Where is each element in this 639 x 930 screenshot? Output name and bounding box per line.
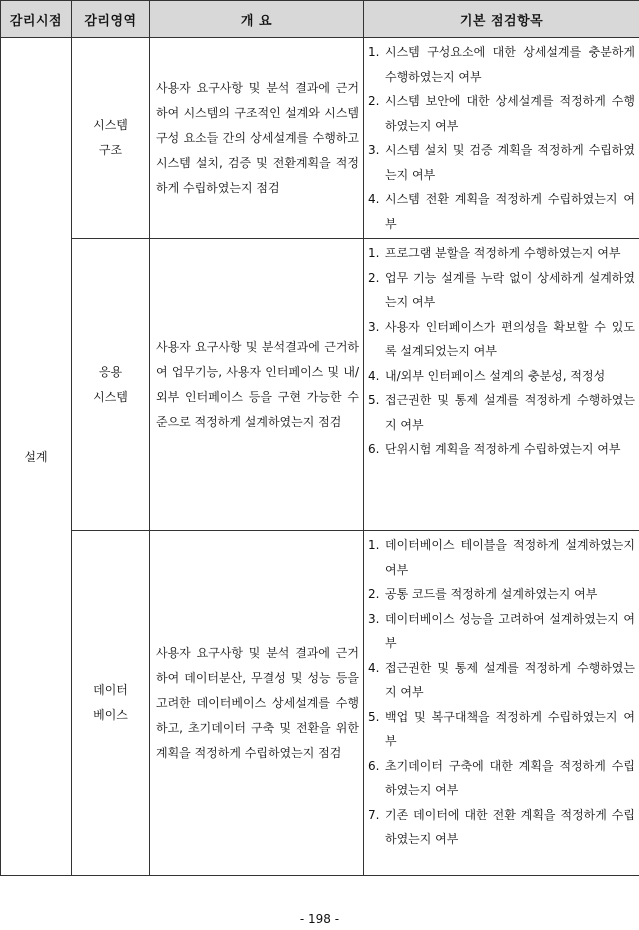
- item-text: 초기데이터 구축에 대한 계획을 적정하게 수립하였는지 여부: [385, 758, 635, 797]
- phase-cell: 설계: [1, 38, 72, 876]
- table-row: [1, 531, 639, 876]
- list-item: [366, 241, 635, 266]
- item-number: 2.: [368, 270, 380, 285]
- item-number: 5.: [368, 393, 380, 407]
- item-text: 데이터베이스 성능을 고려하여 설계하였는지 여부: [385, 611, 635, 650]
- list-item: [366, 364, 635, 389]
- item-text: 공통 코드를 적정하게 설계하였는지 여부: [385, 587, 598, 601]
- summary-cell: 사용자 요구사항 및 분석결과에 근거하여 업무기능, 사용자 인터페이스 및 내/외부 인터페이스 등을 구현 가능한 수준으로 적정하게 설계하였는지 점검: [150, 239, 364, 531]
- item-number: 1.: [368, 45, 380, 59]
- header-items: 기본 점검항목: [364, 1, 639, 38]
- items-cell: [364, 38, 639, 239]
- list-item: [366, 582, 635, 607]
- item-text: 접근권한 및 통제 설계를 적정하게 수행하였는지 여부: [385, 393, 635, 432]
- area-label-line: 응용: [98, 364, 123, 379]
- items-cell: [364, 531, 639, 876]
- header-phase: 감리시점: [1, 1, 72, 38]
- list-item: [366, 437, 635, 462]
- area-cell: [72, 239, 150, 531]
- item-text: 업무 기능 설계를 누락 없이 상세하게 설계하였는지 여부: [385, 270, 635, 309]
- area-label-line: 구조: [98, 143, 123, 157]
- list-item: [366, 607, 635, 656]
- item-number: 6.: [368, 442, 380, 456]
- table-row: [1, 239, 639, 531]
- page-number: - 198 -: [299, 912, 340, 926]
- area-label-line: 베이스: [93, 708, 128, 722]
- item-text: 데이터베이스 테이블을 적정하게 설계하였는지 여부: [385, 538, 635, 577]
- item-text: 백업 및 복구대책을 적정하게 수립하였는지 여부: [385, 709, 635, 748]
- item-number: 2.: [368, 587, 380, 601]
- list-item: [366, 89, 635, 138]
- item-text: 내/외부 인터페이스 설계의 충분성, 적정성: [385, 368, 606, 383]
- item-number: 7.: [368, 807, 380, 822]
- list-item: [366, 266, 635, 315]
- item-text: 시스템 보안에 대한 상세설계를 적정하게 수행하였는지 여부: [385, 94, 635, 133]
- area-label-line: 시스템: [93, 118, 128, 132]
- item-number: 5.: [368, 709, 380, 724]
- list-item: [366, 388, 635, 437]
- item-text: 사용자 인터페이스가 편의성을 확보할 수 있도록 설계되었는지 여부: [385, 319, 635, 358]
- item-number: 4.: [368, 660, 380, 675]
- header-row: [1, 1, 639, 38]
- list-item: [366, 40, 635, 89]
- item-number: 6.: [368, 758, 380, 773]
- item-number: 1.: [368, 538, 380, 552]
- list-item: [366, 533, 635, 582]
- summary-cell: 사용자 요구사항 및 분석 결과에 근거하여 시스템의 구조적인 설계와 시스템 구성 요소들 간의 상세설계를 수행하고 시스템 설치, 검증 및 전환계획을 적정하게 수립하였는지 점검: [150, 38, 364, 239]
- list-item: [366, 138, 635, 187]
- area-cell: [72, 531, 150, 876]
- item-number: 4.: [368, 368, 380, 383]
- items-cell: [364, 239, 639, 531]
- item-text: 접근권한 및 통제 설계를 적정하게 수행하였는지 여부: [385, 660, 635, 699]
- table-row: [1, 38, 639, 239]
- item-number: 3.: [368, 611, 380, 626]
- list-item: [366, 315, 635, 364]
- summary-cell: 사용자 요구사항 및 분석 결과에 근거하여 데이터분산, 무결성 및 성능 등을 고려한 데이터베이스 상세설계를 수행하고, 초기데이터 구축 및 전환을 위한 계획을 적정하게 수립하였는지 점검: [150, 531, 364, 876]
- item-text: 단위시험 계획을 적정하게 수립하였는지 여부: [385, 442, 621, 456]
- area-cell: [72, 38, 150, 239]
- area-label-line: 데이터: [93, 683, 128, 697]
- item-number: 4.: [368, 192, 380, 206]
- item-text: 시스템 전환 계획을 적정하게 수립하였는지 여부: [385, 192, 635, 231]
- header-area: 감리영역: [72, 1, 150, 38]
- header-summary: 개 요: [150, 1, 364, 38]
- item-number: 3.: [368, 143, 380, 157]
- item-text: 기존 데이터에 대한 전환 계획을 적정하게 수립하였는지 여부: [385, 807, 635, 846]
- list-item: [366, 803, 635, 852]
- item-text: 프로그램 분할을 적정하게 수행하였는지 여부: [385, 246, 621, 260]
- list-item: [366, 187, 635, 236]
- item-number: 1.: [368, 246, 380, 260]
- list-item: [366, 705, 635, 754]
- area-label-line: 시스템: [93, 389, 128, 404]
- item-text: 시스템 구성요소에 대한 상세설계를 충분하게 수행하였는지 여부: [385, 45, 635, 84]
- item-number: 2.: [368, 94, 380, 108]
- list-item: [366, 754, 635, 803]
- item-text: 시스템 설치 및 검증 계획을 적정하게 수립하였는지 여부: [385, 143, 635, 182]
- list-item: [366, 656, 635, 705]
- item-number: 3.: [368, 319, 380, 334]
